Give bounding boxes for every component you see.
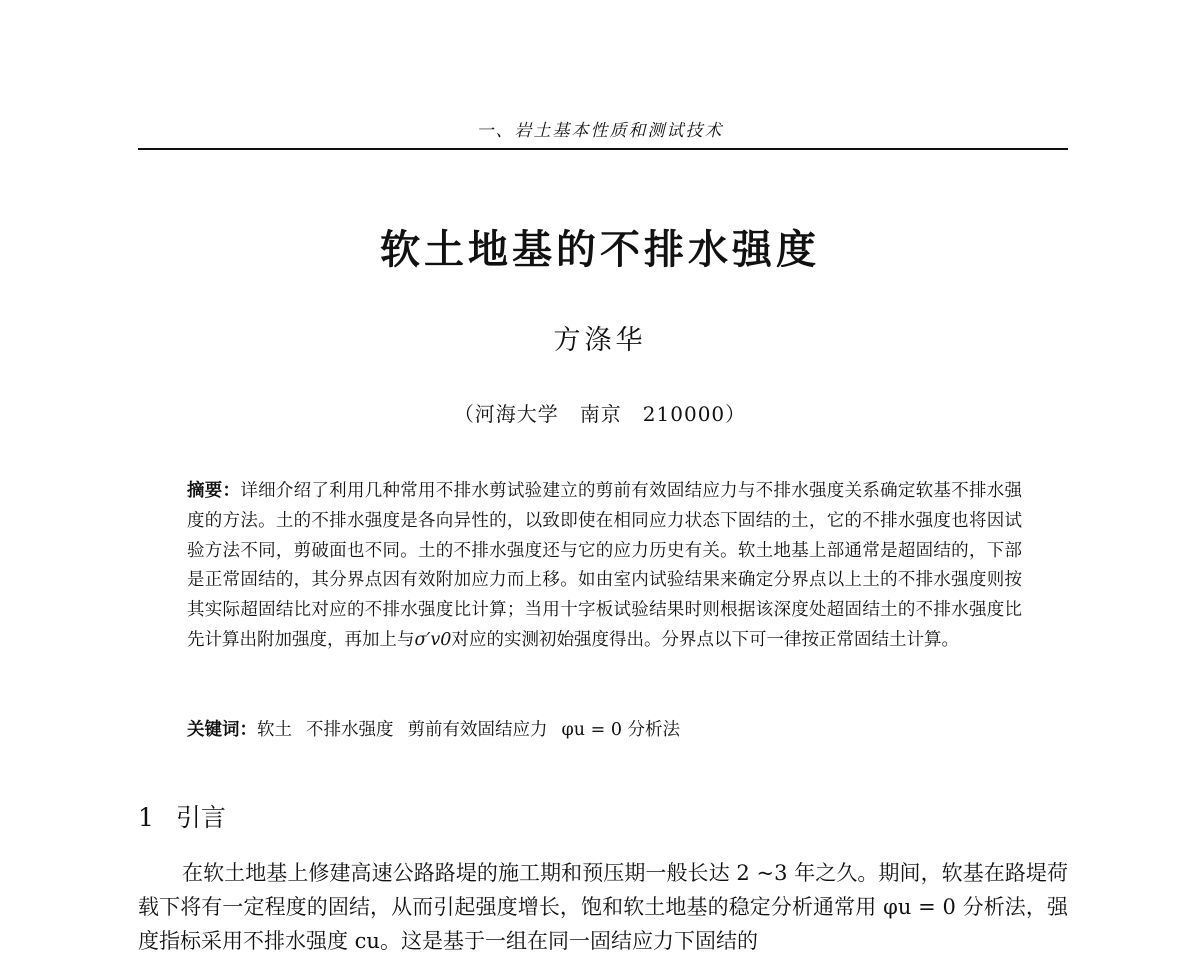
body-paragraph: 在软土地基上修建高速公路路堤的施工期和预压期一般长达 2 ~3 年之久。期间，软基在路堤荷载下将有一定程度的固结，从而引起强度增长，饱和软土地基的稳定分析通常用 φu = 0 分析法，强度指标采用不排水强度 cu。这是基于一组在同一固结应力下固结的 [138,861,1068,953]
abstract-symbol: σ′v0 [414,629,452,650]
keywords-label: 关键词： [187,720,257,740]
section-heading [138,798,226,834]
header-rule [138,148,1068,150]
keyword-item: 剪前有效固结应力 [407,720,548,740]
paper-author: 方涤华 [553,325,647,356]
abstract [187,477,1022,656]
paper-title: 软土地基的不排水强度 [380,227,820,273]
keyword-item: 不排水强度 [306,720,394,740]
section-number: 1 [138,803,154,832]
paper-affiliation: （河海大学 南京 210000） [453,402,747,426]
keyword-item: φu = 0 分析法 [561,720,681,740]
running-header: 一、岩土基本性质和测试技术 [476,121,724,141]
abstract-text: 详细介绍了利用几种常用不排水剪试验建立的剪前有效固结应力与不排水强度关系确定软基不排水强度的方法。土的不排水强度是各向异性的，以致即使在相同应力状态下固结的土，它的不排水强度也将因试验方法不同，剪破面也不同。土的不排水强度还与它的应力历史有关。软土地基上部通常是超固结的，下部是正常固结的，其分界点因有效附加应力而上移。如由室内试验结果来确定分界点以上土的不排水强度则按其实际超固结比对应的不排水强度比计算；当用十字板试验结果时则根据该深度处超固结土的不排水强度比先计算出附加强度，再加上与 [187,481,1023,650]
section-title: 引言 [175,803,226,832]
keyword-item: 软土 [257,720,292,740]
keywords [187,716,1022,745]
abstract-label: 摘要： [187,481,241,501]
abstract-text-after: 对应的实测初始强度得出。分界点以下可一律按正常固结土计算。 [451,629,959,650]
